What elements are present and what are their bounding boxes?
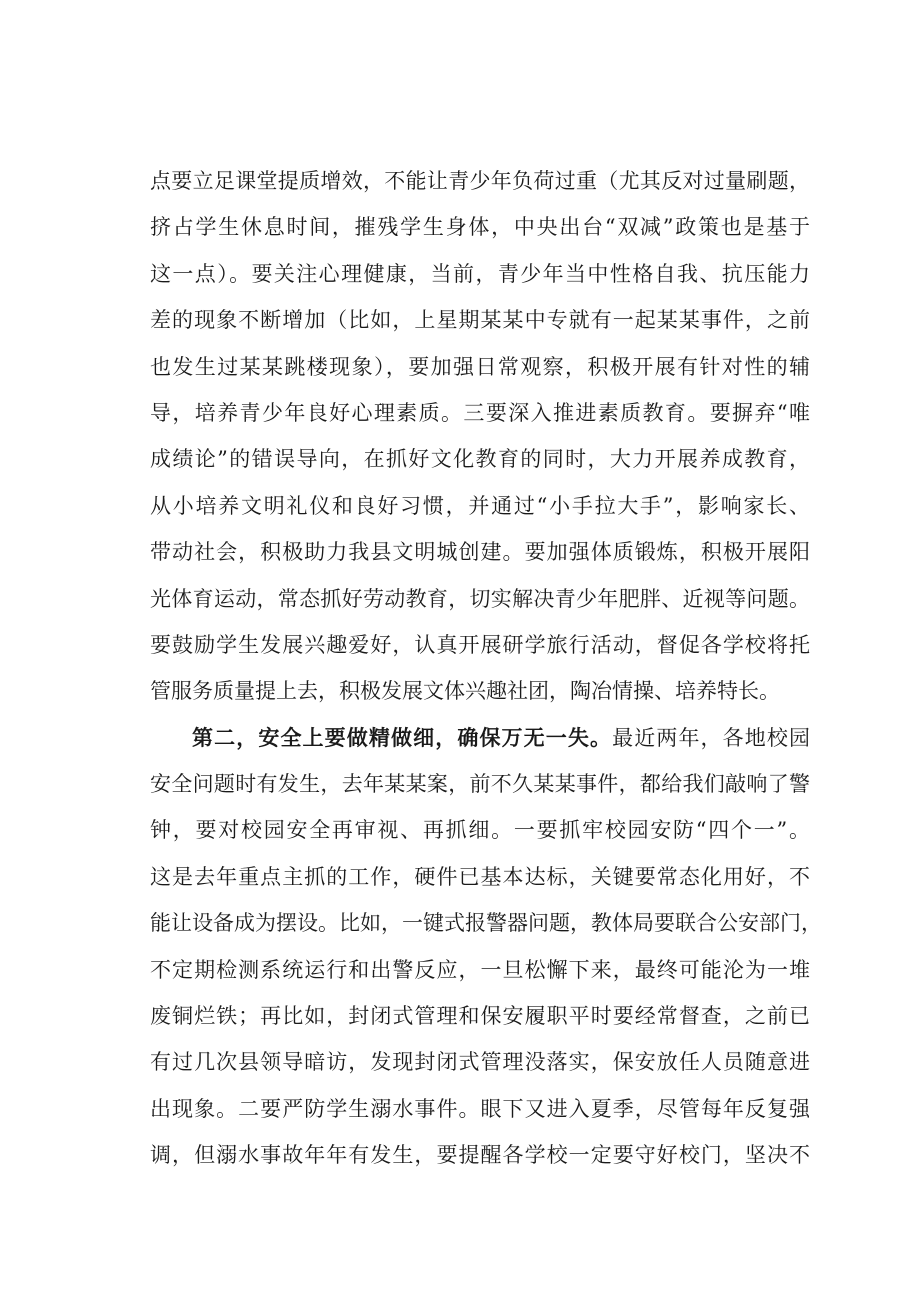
text-line: 安全问题时有发生，去年某某案，前不久某某事件，都给我们敲响了警 — [150, 772, 810, 797]
text-line: 这一点）。要关注心理健康，当前，青少年当中性格自我、抗压能力 — [150, 261, 810, 286]
text-line: 也发生过某某跳楼现象），要加强日常观察，积极开展有针对性的辅 — [150, 354, 810, 379]
text-line: 光体育运动，常态抓好劳动教育，切实解决青少年肥胖、近视等问题。 — [150, 586, 810, 611]
text-line: 不定期检测系统运行和出警反应，一旦松懈下来，最终可能沦为一堆 — [150, 957, 810, 982]
text-line: 调，但溺水事故年年有发生，要提醒各学校一定要守好校门，坚决不 — [150, 1143, 810, 1168]
document-body — [150, 158, 822, 1179]
text-line: 管服务质量提上去，积极发展文体兴趣社团，陶冶情操、培养特长。 — [150, 679, 780, 704]
text-line: 钟，要对校园安全再审视、再抓细。一要抓牢校园安防“四个一”。 — [150, 818, 810, 843]
text-line: 能让设备成为摆设。比如，一键式报警器问题，教体局要联合公安部门， — [150, 911, 822, 936]
text-line: 有过几次县领导暗访，发现封闭式管理没落实，保安放任人员随意进 — [150, 1050, 810, 1075]
text-line: 要鼓励学生发展兴趣爱好，认真开展研学旅行活动，督促各学校将托 — [150, 632, 810, 657]
text-line: 从小培养文明礼仪和良好习惯，并通过“小手拉大手”，影响家长、 — [150, 493, 810, 518]
text-line: 差的现象不断增加（比如，上星期某某中专就有一起某某事件，之前 — [150, 308, 810, 333]
text-line: 废铜烂铁；再比如，封闭式管理和保安履职平时要经常督查，之前已 — [150, 1004, 810, 1029]
paragraph-2-first-line — [150, 715, 810, 761]
text-line: 挤占学生休息时间，摧残学生身体，中央出台“双减”政策也是基于 — [150, 215, 810, 240]
text-line: 导，培养青少年良好心理素质。三要深入推进素质教育。要摒弃“唯 — [150, 400, 810, 425]
text-line: 出现象。二要严防学生溺水事件。眼下又进入夏季，尽管每年反复强 — [150, 1096, 810, 1121]
text-line: 这是去年重点主抓的工作，硬件已基本达标，关键要常态化用好，不 — [150, 864, 810, 889]
section-heading: 第二，安全上要做精做细，确保万无一失。 — [192, 724, 613, 750]
text-line: 成绩论”的错误导向，在抓好文化教育的同时，大力开展养成教育， — [150, 447, 810, 472]
text-run: 最近两年，各地校园 — [612, 725, 810, 750]
text-line: 带动社会，积极助力我县文明城创建。要加强体质锻炼，积极开展阳 — [150, 540, 810, 565]
text-line: 点要立足课堂提质增效，不能让青少年负荷过重（尤其反对过量刷题， — [150, 169, 810, 193]
